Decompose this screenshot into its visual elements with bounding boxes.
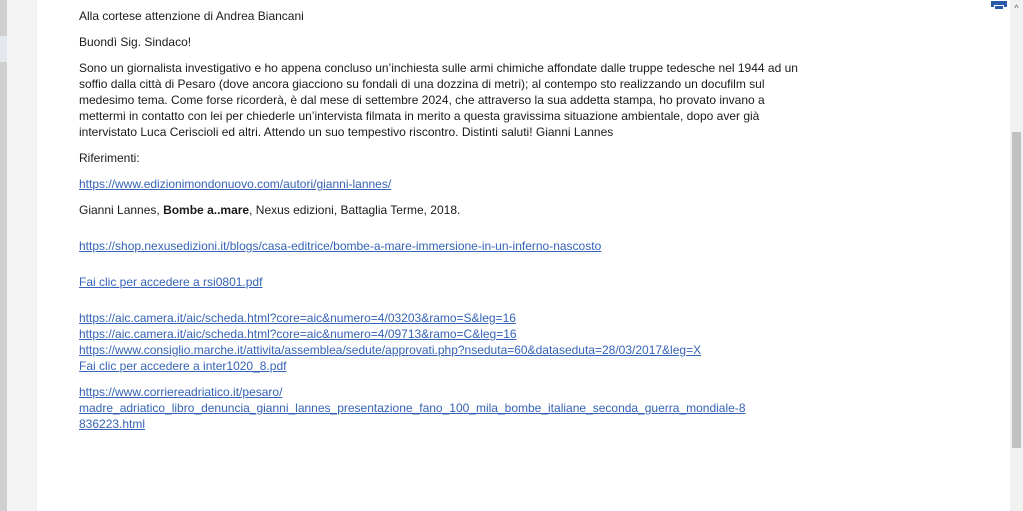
book-author: Gianni Lannes,: [79, 203, 164, 217]
link-camera-2[interactable]: https://aic.camera.it/aic/scheda.html?core=aic&numero=4/09713&ramo=C&leg=16: [79, 327, 517, 341]
body-paragraph: Sono un giornalista investigativo e ho appena concluso un’inchiesta sulle armi chimiche affondate dalle truppe tedesche nel 1944 ad un soffio dalla città di Pesaro (dove ancora giacciono su fondali di una dozzina di metri); al contempo sto realizzando un docufilm sul medesimo tema. Come forse ricorderà, è dal mese di settembre 2024, che attraverso la sua addetta stampa, ho provato invano a mettermi in contatto con lei per chiederle un’intervista filmata in merito a questa gravissima situazione ambientale, dopo aver già intervistato Luca Ceriscioli ed altri. Attendo un suo tempestivo riscontro. Distinti saluti! Gianni Lannes: [79, 61, 798, 139]
link-pdf-rsi[interactable]: Fai clic per accedere a rsi0801.pdf: [79, 275, 263, 289]
reference-links: [79, 310, 799, 374]
left-gutter: [7, 0, 37, 511]
link-pdf-inter[interactable]: Fai clic per accedere a inter1020_8.pdf: [79, 359, 287, 373]
left-pane-edge: [0, 0, 7, 511]
greeting-line: Buondì Sig. Sindaco!: [79, 35, 192, 49]
message-content: [79, 8, 799, 442]
corriere-links: [79, 384, 799, 432]
references-label: Riferimenti:: [79, 151, 140, 165]
link-corriere[interactable]: https://www.corriereadriatico.it/pesaro/: [79, 385, 283, 399]
book-publisher: , Nexus edizioni, Battaglia Terme, 2018.: [249, 203, 461, 217]
printer-icon[interactable]: [991, 0, 1007, 9]
scrollbar-thumb[interactable]: [1012, 132, 1021, 448]
left-pane-selected-item[interactable]: [0, 36, 7, 62]
attention-line: Alla cortese attenzione di Andrea Biancani: [79, 9, 304, 23]
link-edizioni[interactable]: https://www.edizionimondonuovo.com/autori/gianni-lannes/: [79, 177, 392, 191]
link-corriere-article-cont[interactable]: 836223.html: [79, 417, 146, 431]
scroll-up-arrow[interactable]: ^: [1014, 3, 1019, 13]
link-corriere-article[interactable]: madre_adriatico_libro_denuncia_gianni_lannes_presentazione_fano_100_mila_bombe_italiane_seconda_guerra_mondiale-8: [79, 401, 746, 415]
book-title: Bombe a..mare: [163, 203, 250, 217]
message-body: [37, 0, 1010, 511]
link-camera-1[interactable]: https://aic.camera.it/aic/scheda.html?core=aic&numero=4/03203&ramo=S&leg=16: [79, 311, 516, 325]
link-consiglio[interactable]: https://www.consiglio.marche.it/attivita/assemblea/sedute/approvati.php?nseduta=60&dataseduta=28/03/2017&leg=X: [79, 343, 702, 357]
link-nexus[interactable]: https://shop.nexusedizioni.it/blogs/casa-editrice/bombe-a-mare-immersione-in-un-inferno-nascosto: [79, 239, 602, 253]
book-citation: [79, 202, 799, 218]
